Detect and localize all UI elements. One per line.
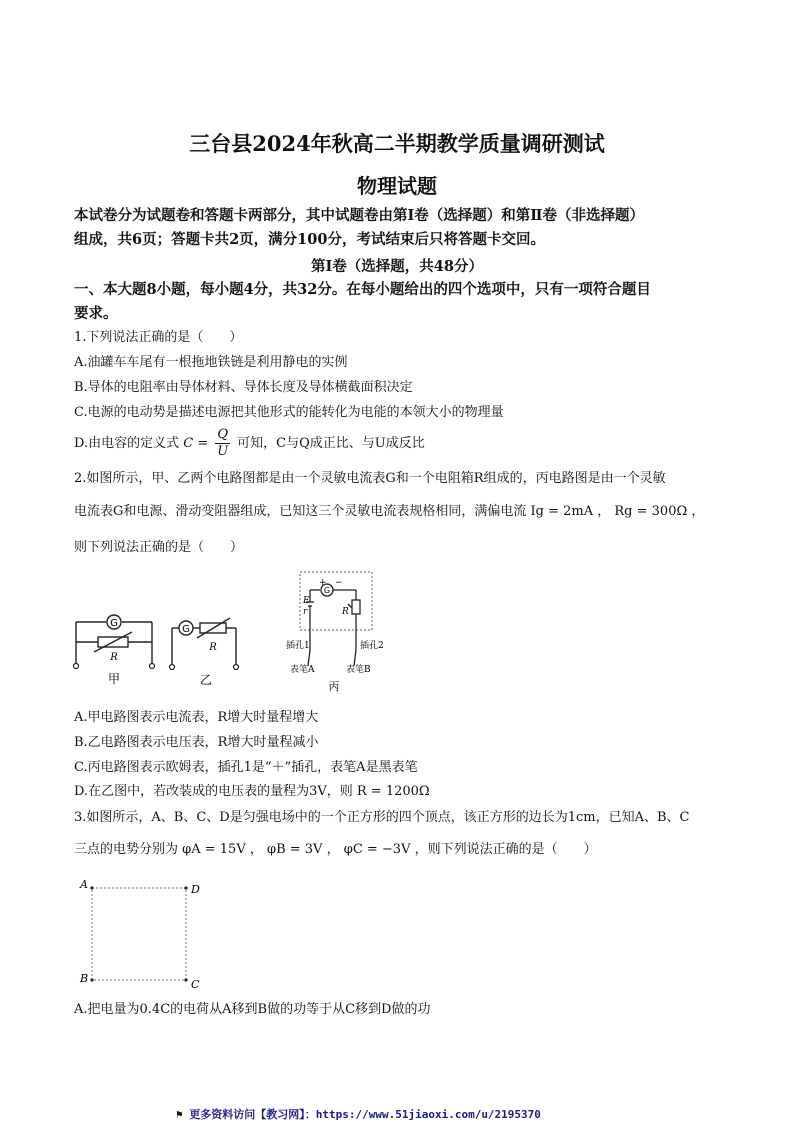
bing-pen-a: 表笔A bbox=[290, 665, 315, 675]
exam-title: 三台县2024年秋高二半期教学质量调研测试 bbox=[189, 131, 605, 156]
q1-stem: 1.下列说法正确的是（ ） bbox=[74, 330, 243, 345]
bing-minus-label: − bbox=[335, 578, 343, 588]
q1-option-b: B.导体的电阻率由导体材料、导体长度及导体横截面积决定 bbox=[74, 380, 413, 395]
bing-pen-b: 表笔B bbox=[346, 665, 371, 675]
q1-formula-lhs: C = bbox=[183, 436, 209, 451]
section-instruction-2: 要求。 bbox=[74, 305, 118, 322]
square-figure bbox=[74, 876, 214, 994]
q1-fraction bbox=[215, 427, 230, 460]
vertex-d-label: D bbox=[191, 883, 200, 896]
q2-option-d: D.在乙图中，若改装成的电压表的量程为3V，则 R = 1200Ω bbox=[74, 784, 430, 799]
jia-galvanometer-label: G bbox=[110, 618, 118, 629]
q1-fraction-numerator: Q bbox=[217, 427, 229, 442]
bing-rheostat-label: R bbox=[342, 607, 349, 617]
circuit-figure-yi bbox=[168, 612, 248, 688]
yi-caption: 乙 bbox=[199, 673, 213, 687]
q2-stem-line-2: 电流表G和电源、滑动变阻器组成，已知这三个灵敏电流表规格相同，满偏电流 Ig = 2mA ， Rg = 300Ω ， bbox=[74, 504, 705, 519]
section-title: 第Ⅰ卷（选择题，共48分） bbox=[311, 258, 483, 275]
q2-option-c: C.丙电路图表示欧姆表，插孔1是“＋”插孔，表笔A是黑表笔 bbox=[74, 760, 418, 775]
intro-line-1: 本试卷分为试题卷和答题卡两部分，其中试题卷由第Ⅰ卷（选择题）和第Ⅱ卷（非选择题） bbox=[74, 207, 644, 224]
exam-subtitle: 物理试题 bbox=[357, 174, 437, 198]
section-instruction-1: 一、本大题8小题，每小题4分，共32分。在每小题给出的四个选项中，只有一项符合题目 bbox=[74, 281, 651, 298]
bing-caption: 丙 bbox=[328, 680, 340, 693]
jia-resistor-label: R bbox=[110, 652, 118, 663]
bing-hole-1: 插孔1 bbox=[286, 641, 310, 651]
vertex-a-label: A bbox=[80, 878, 88, 891]
q1-option-d-prefix: D.由电容的定义式 bbox=[74, 436, 180, 451]
q2-option-b: B.乙电路图表示电压表，R增大时量程减小 bbox=[74, 735, 319, 750]
vertex-b-label: B bbox=[80, 972, 89, 985]
circuit-figure-jia bbox=[72, 608, 162, 686]
q1-option-d bbox=[74, 426, 425, 462]
bing-hole-2: 插孔2 bbox=[360, 641, 384, 651]
footer bbox=[176, 1106, 541, 1122]
jia-caption: 甲 bbox=[107, 672, 121, 686]
q1-option-d-suffix: 可知，C与Q成正比、与U成反比 bbox=[237, 436, 425, 451]
q1-option-a: A.油罐车车尾有一根拖地铁链是利用静电的实例 bbox=[74, 355, 348, 370]
bing-galvanometer-label: G bbox=[323, 586, 331, 595]
bing-emf-label: E bbox=[303, 596, 310, 606]
yi-galvanometer-label: G bbox=[182, 624, 190, 635]
yi-resistor-label: R bbox=[209, 642, 217, 653]
footer-link[interactable]: 更多资料访问【教习网】：https://www.51jiaoxi.com/u/2195370 bbox=[189, 1108, 541, 1121]
circuit-figure-bing bbox=[282, 570, 392, 695]
vertex-c-label: C bbox=[191, 978, 200, 991]
q1-fraction-denominator: U bbox=[217, 444, 229, 459]
q2-option-a: A.甲电路图表示电流表，R增大时量程增大 bbox=[74, 710, 319, 725]
bing-plus-label: + bbox=[319, 578, 327, 588]
q2-stem-line-1: 2.如图所示，甲、乙两个电路图都是由一个灵敏电流表G和一个电阻箱R组成的，丙电路图是由一个灵敏 bbox=[74, 471, 666, 486]
q3-stem-line-1: 3.如图所示，A、B、C、D是匀强电场中的一个正方形的四个顶点，该正方形的边长为1cm，已知A、B、C bbox=[74, 810, 690, 825]
intro-line-2: 组成，共6页；答题卡共2页，满分100分，考试结束后只将答题卡交回。 bbox=[74, 231, 545, 248]
q1-option-c: C.电源的电动势是描述电源把其他形式的能转化为电能的本领大小的物理量 bbox=[74, 405, 504, 420]
q2-stem-line-3: 则下列说法正确的是（ ） bbox=[74, 540, 244, 555]
q3-option-a: A.把电量为0.4C的电荷从A移到B做的功等于从C移到D做的功 bbox=[74, 1002, 431, 1017]
q3-stem-line-2: 三点的电势分别为 φA = 15V ， φB = 3V ， φC = −3V ，则下列说法正确的是（ ） bbox=[74, 842, 597, 857]
bing-internal-resistance-label: r bbox=[303, 607, 308, 617]
flag-icon: ⚑ bbox=[176, 1108, 183, 1121]
